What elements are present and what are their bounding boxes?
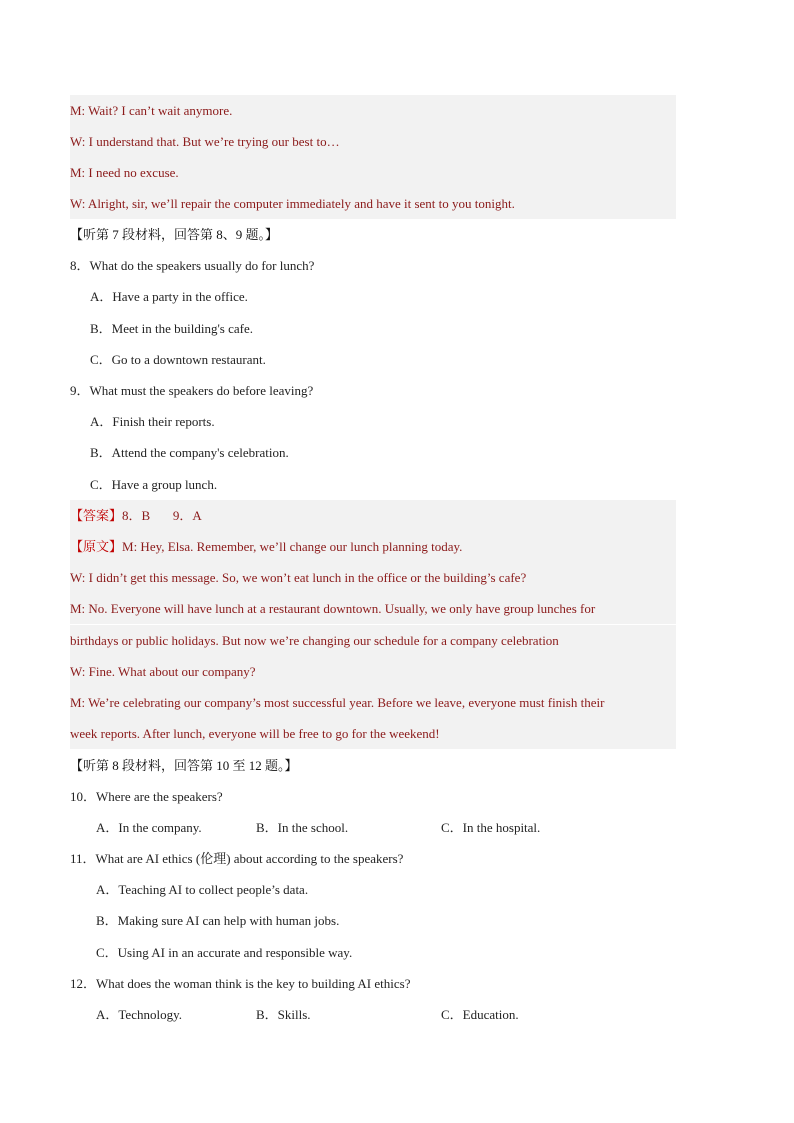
- q10-option-b: B．In the school.: [256, 820, 349, 835]
- script-line: M: No. Everyone will have lunch at a restaurant downtown. Usually, we only have group lunches for: [70, 593, 676, 624]
- q9-option-a: A．Finish their reports.: [90, 414, 215, 429]
- dialogue-line: W: I understand that. But we’re trying our best to…: [70, 126, 676, 157]
- script-label: 【原文】: [70, 539, 123, 554]
- script-text: M: Hey, Elsa. Remember, we’ll change our lunch planning today.: [122, 539, 463, 554]
- dialogue-line: M: I need no excuse.: [70, 157, 676, 188]
- question-9: 9．What must the speakers do before leaving?: [70, 383, 314, 398]
- q9-option-c: C．Have a group lunch.: [90, 477, 218, 492]
- question-12: 12．What does the woman think is the key to building AI ethics?: [70, 976, 411, 991]
- q11-option-a: A．Teaching AI to collect people’s data.: [96, 882, 309, 897]
- script-first-line: [70, 531, 676, 562]
- dialogue-line: M: Wait? I can’t wait anymore.: [70, 95, 676, 126]
- q12-option-c: C．Education.: [441, 1007, 519, 1022]
- answer-text: 8．B 9．A: [122, 508, 202, 523]
- q10-option-c: C．In the hospital.: [441, 820, 541, 835]
- q8-option-c: C．Go to a downtown restaurant.: [90, 352, 266, 367]
- q8-option-a: A．Have a party in the office.: [90, 289, 248, 304]
- section-heading-8: 【听第 8 段材料，回答第 10 至 12 题。】: [70, 758, 298, 773]
- answer-label: 【答案】: [70, 508, 123, 523]
- script-line: M: We’re celebrating our company’s most successful year. Before we leave, everyone must finish their: [70, 687, 676, 718]
- script-line: W: Fine. What about our company?: [70, 656, 676, 687]
- q10-option-a: A．In the company.: [96, 820, 202, 835]
- q12-option-a: A．Technology.: [96, 1007, 182, 1022]
- q8-option-b: B．Meet in the building's cafe.: [90, 321, 254, 336]
- dialogue-line: W: Alright, sir, we’ll repair the computer immediately and have it sent to you tonight.: [70, 188, 676, 219]
- q11-option-b: B．Making sure AI can help with human jobs.: [96, 913, 340, 928]
- question-11: 11．What are AI ethics (伦理) about according to the speakers?: [70, 851, 404, 866]
- script-line: week reports. After lunch, everyone will be free to go for the weekend!: [70, 718, 676, 749]
- section-heading-7: 【听第 7 段材料，回答第 8、9 题。】: [70, 227, 279, 242]
- q12-option-b: B．Skills.: [256, 1007, 311, 1022]
- answer-line: [70, 500, 676, 531]
- q11-option-c: C．Using AI in an accurate and responsible way.: [96, 945, 353, 960]
- q9-option-b: B．Attend the company's celebration.: [90, 445, 289, 460]
- script-line: birthdays or public holidays. But now we’re changing our schedule for a company celebration: [70, 625, 676, 656]
- question-10: 10．Where are the speakers?: [70, 789, 223, 804]
- script-line: W: I didn’t get this message. So, we won’t eat lunch in the office or the building’s cafe?: [70, 562, 676, 593]
- question-8: 8．What do the speakers usually do for lunch?: [70, 258, 315, 273]
